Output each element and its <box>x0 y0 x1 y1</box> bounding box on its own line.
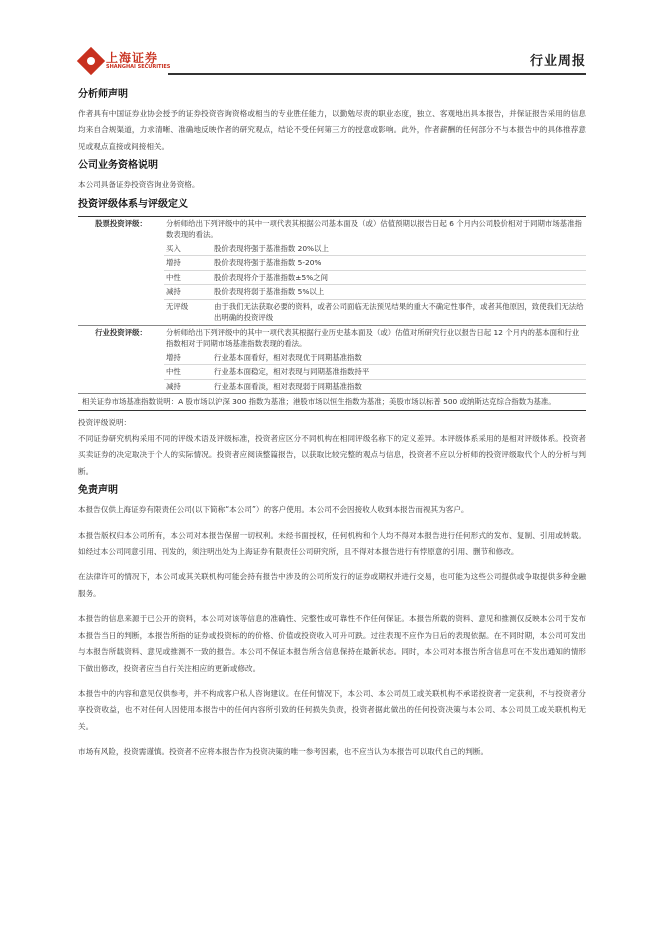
rating-level: 减持 <box>166 381 181 391</box>
table-row <box>78 365 586 380</box>
rating-level: 中性 <box>164 270 212 285</box>
rating-definition: 行业基本面看淡，相对表现弱于同期基准指数 <box>214 381 362 391</box>
table-row <box>78 351 586 365</box>
report-type: 行业周报 <box>529 54 586 69</box>
rating-level: 减持 <box>164 285 212 300</box>
rating-level: 买入 <box>164 242 212 256</box>
analyst-statement-heading: 分析师声明 <box>78 89 128 100</box>
qualification-text: 本公司具备证券投资咨询业务资格。 <box>78 180 200 190</box>
rating-definition: 股价表现将强于基准指数 5-20% <box>212 256 586 271</box>
rating-definition: 股价表现将介于基准指数±5%之间 <box>212 270 586 285</box>
header-divider <box>168 73 586 75</box>
rating-definition: 股价表现将弱于基准指数 5%以上 <box>212 285 586 300</box>
disclaimer-paragraph: 本报告仅供上海证券有限责任公司(以下简称“本公司”）的客户使用。本公司不会因接收人收到本报告而视其为客户。 <box>78 505 469 515</box>
rating-definition: 行业基本面看好，相对表现优于同期基准指数 <box>212 351 586 365</box>
stock-rating-desc: 分析师给出下列评级中的其中一项代表其根据公司基本面及（或）估值预期以报告日起 6 个月内公司股价相对于同期市场基准指数表现的看法。 <box>164 216 586 242</box>
company-logo <box>78 48 171 74</box>
industry-rating-label: 行业投资评级： <box>78 325 164 351</box>
page-header <box>78 48 586 76</box>
logo-text-cn: 上海证券 <box>106 51 159 65</box>
qualification-heading: 公司业务资格说明 <box>78 160 158 172</box>
industry-rating-intro-row <box>78 325 586 351</box>
disclaimer-paragraph: 本报告的信息来源于已公开的资料，本公司对该等信息的准确性、完整性或可靠性不作任何保证。本报告所载的资料、意见和推测仅反映本公司于发布本报告当日的判断，本报告所指的证券或投资标的的价格、价值或投资收入可升可跌。过往表现不应作为日后的表现依据。在不同时期，本公司可发出与本报告所载资料、意见或推测不一致的报告。本公司不保证本报告所含信息保持在最新状态。同时，本公司对本报告所含信息可在不发出通知的情形下做出修改，投资者应当自行关注相应的更新或修改。 <box>78 614 586 673</box>
stock-rating-label: 股票投资评级： <box>78 216 164 242</box>
benchmark-note: 相关证券市场基准指数说明：A 股市场以沪深 300 指数为基准；港股市场以恒生指数为基准；美股市场以标普 500 或纳斯达克综合指数为基准。 <box>78 394 586 411</box>
rating-definition: 由于我们无法获取必要的资料，或者公司面临无法预见结果的重大不确定性事件，或者其他原因，致使我们无法给出明确的投资评级 <box>214 301 584 323</box>
analyst-statement-text: 作者具有中国证券业协会授予的证券投资咨询资格或相当的专业胜任能力，以勤勉尽责的职业态度，独立、客观地出具本报告，并保证报告采用的信息均来自合规渠道，力求清晰、准确地反映作者的研究观点，结论不受任何第三方的授意或影响。此外，作者薪酬的任何部分不与本报告中的具体推荐意见或观点直接或间接相关。 <box>78 109 586 151</box>
disclaimer-paragraph: 市场有风险，投资需谨慎。投资者不应将本报告作为投资决策的唯一参考因素，也不应当认为本报告可以取代自己的判断。 <box>78 747 489 757</box>
logo-text-en: SHANGHAI SECURITIES <box>106 64 171 70</box>
rating-table <box>78 216 586 411</box>
table-row <box>78 285 586 300</box>
rating-level: 增持 <box>164 256 212 271</box>
rating-explain-text: 不同证券研究机构采用不同的评级术语及评级标准，投资者应区分不同机构在相同评级名称下的定义差异。本评级体系采用的是相对评级体系。投资者买卖证券的决定取决于个人的实际情况。投资者应阅读整篇报告，以获取比较完整的观点与信息，投资者不应以分析师的投资评级取代个人的分析与判断。 <box>78 434 586 476</box>
disclaimer-paragraph: 在法律许可的情况下，本公司或其关联机构可能会持有报告中涉及的公司所发行的证券或期权并进行交易，也可能为这些公司提供或争取提供多种金融服务。 <box>78 572 586 598</box>
rating-level: 中性 <box>164 365 212 380</box>
rating-system-heading: 投资评级体系与评级定义 <box>78 198 188 210</box>
table-row <box>78 256 586 271</box>
content <box>78 88 586 761</box>
table-row <box>78 242 586 256</box>
disclaimer-heading: 免责声明 <box>78 485 118 497</box>
stock-rating-intro-row <box>78 216 586 242</box>
table-row <box>78 379 586 394</box>
table-row <box>78 270 586 285</box>
benchmark-note-row <box>78 394 586 411</box>
industry-rating-desc: 分析师给出下列评级中的其中一项代表其根据行业历史基本面及（或）估值对所研究行业以报告日起 12 个月内的基本面和行业指数相对于同期市场基准指数表现的看法。 <box>164 325 586 351</box>
table-row <box>78 299 586 325</box>
rating-definition: 行业基本面稳定，相对表现与同期基准指数持平 <box>212 365 586 380</box>
logo-diamond-icon <box>77 47 105 75</box>
rating-level: 无评级 <box>166 301 189 311</box>
disclaimer-paragraph: 本报告版权归本公司所有，本公司对本报告保留一切权利。未经书面授权，任何机构和个人均不得对本报告进行任何形式的发布、复制、引用或转载。如经过本公司同意引用、刊发的，须注明出处为上海证券有限责任公司研究所，且不得对本报告进行有悖原意的引用、删节和修改。 <box>78 530 586 557</box>
disclaimer-paragraph: 本报告中的内容和意见仅供参考，并不构成客户私人咨询建议。在任何情况下，本公司、本公司员工或关联机构不承诺投资者一定获利，不与投资者分享投资收益，也不对任何人因使用本报告中的任何内容所引致的任何损失负责，投资者据此做出的任何投资决策与本公司、本公司员工或关联机构无关。 <box>78 688 586 731</box>
rating-level: 增持 <box>164 351 212 365</box>
rating-definition: 股价表现将强于基准指数 20%以上 <box>212 242 586 256</box>
rating-explain-title: 投资评级说明： <box>78 417 132 427</box>
